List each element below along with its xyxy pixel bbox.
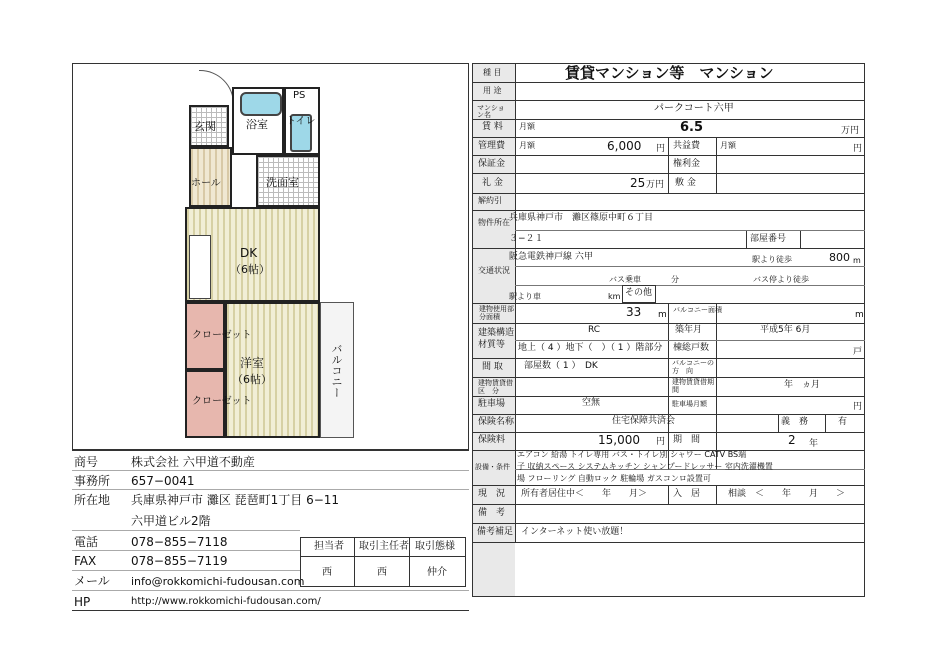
name-value: パークコート六甲 (654, 103, 734, 114)
mgmt-month: 月額 (519, 141, 535, 150)
floors-value: 地上（ 4 ）地下（ ）（ 1 ）階部分 (518, 343, 663, 353)
staff-header-1: 取引主任者 (359, 541, 409, 552)
yoshitsu-size-label: （6帖） (232, 373, 272, 386)
closet-1-label: クローゼット (192, 330, 252, 341)
reikin-unit: 万円 (646, 180, 665, 190)
reikin-value: 25 (630, 176, 646, 190)
duty-value: 有 (838, 417, 848, 427)
term-value: 2 (788, 433, 796, 447)
units-unit: 戸 (853, 347, 863, 357)
mgmt-value: 6,000 (607, 139, 642, 153)
mgmt-label: 管理費 (478, 141, 506, 151)
address-label: 所在地 (74, 493, 111, 507)
tel-label: 電話 (74, 535, 99, 549)
type-value: 賃貸マンション等 マンション (565, 64, 774, 82)
area-unit: m (658, 310, 667, 320)
term-label: 期 間 (673, 435, 701, 445)
ps-label: PS (293, 90, 306, 101)
location-line2: ３−２１ (509, 234, 544, 244)
parking-fee-label: 駐車場月額 (672, 400, 707, 408)
parking-label: 駐車場 (478, 399, 506, 409)
office-label: 事務所 (74, 474, 111, 488)
staff-value-1: 西 (377, 567, 387, 578)
bath-label: 浴室 (246, 118, 268, 131)
term-unit: 年 (809, 439, 819, 449)
other-label: その他 (625, 288, 653, 298)
fax-value: 078−855−7119 (131, 554, 228, 568)
line-value: 阪急電鉄神戸線 六甲 (509, 252, 593, 262)
walk-unit: m (853, 256, 861, 265)
kitchen-counter-icon (189, 235, 211, 299)
supp-label: 備考補足 (477, 527, 514, 537)
balcony-area-label: バルコニー面積 (673, 306, 722, 314)
kenri-label: 権利金 (673, 159, 701, 169)
reikin-label: 礼 金 (482, 178, 503, 188)
yoshitsu-area (225, 302, 320, 438)
status-value: 所有者居住中＜ 年 月＞ (521, 489, 648, 499)
bus-walk: バス停より徒歩 (753, 275, 809, 284)
equip-line1: エアコン 給湯 トイレ専用 バス・トイレ別 シャワー CATV BS端 (517, 450, 747, 459)
equip-line3: 場 フローリング 自動ロック 駐輪場 ガスコンロ設置可 (517, 474, 711, 483)
insurance-name-label: 保険名称 (478, 417, 515, 427)
km-unit: km (608, 292, 621, 301)
mail-value[interactable]: info@rokkomichi-fudousan.com (131, 575, 305, 588)
movein-label: 入 居 (673, 489, 701, 499)
units-label: 棟総戸数 (673, 343, 710, 353)
toilet-label: トイレ (286, 116, 316, 127)
walk-value: 800 (829, 251, 850, 264)
hp-value[interactable]: http://www.rokkomichi-fudousan.com/ (131, 596, 321, 607)
shikikin-label: 敷 金 (675, 178, 696, 188)
address-value: 兵庫県神戸市 灘区 琵琶町1丁目 6−11 (131, 493, 340, 507)
balcony-label: バルコニー (330, 343, 343, 398)
structure-value: RC (588, 325, 601, 335)
bus-min: 分 (671, 275, 679, 284)
genkan-label: 玄関 (194, 120, 216, 133)
insurance-fee-value: 15,000 (598, 433, 640, 447)
common-unit: 円 (853, 144, 863, 154)
built-label: 築年月 (675, 325, 703, 335)
area-value: 33 (626, 305, 642, 319)
supp-value: インターネット使い放題！ (521, 527, 629, 537)
hall-label: ホール (191, 178, 221, 189)
deposit-label: 保証金 (478, 159, 506, 169)
parking-fee-unit: 円 (853, 402, 863, 412)
balcony-area-unit: m (855, 310, 864, 320)
layout-label: 間 取 (482, 362, 503, 372)
common-month: 月額 (720, 141, 736, 150)
rent-month: 月額 (519, 122, 535, 131)
equip-line2: 子 収納スペース システムキッチン シャンプードレッサー 室内洗濯機置 (517, 462, 773, 471)
mgmt-unit: 円 (656, 144, 666, 154)
bathtub-icon (240, 92, 282, 116)
trade-label: 商号 (74, 455, 99, 469)
hp-label: HP (74, 595, 91, 609)
balcony-dir-label: バルコニーの方 向 (672, 359, 714, 376)
structure-label: 建築構造材質等 (478, 328, 515, 350)
transport-label: 交通状況 (478, 266, 510, 275)
staff-header-0: 担当者 (314, 541, 344, 552)
lease-period-label: 建物賃貸借期 間 (672, 378, 721, 395)
trade-value: 株式会社 六甲道不動産 (131, 455, 255, 469)
walk-label: 駅より徒歩 (752, 255, 792, 264)
rent-label: 賃 料 (482, 122, 503, 132)
location-line1: 兵庫県神戸市 灘区篠原中町６丁目 (509, 213, 654, 223)
insurance-fee-unit: 円 (656, 437, 666, 447)
staff-header-2: 取引態様 (415, 541, 455, 552)
equip-label: 設備・条件 (475, 463, 510, 471)
insurance-fee-label: 保険料 (478, 435, 506, 445)
room-no-label: 部屋番号 (750, 234, 787, 244)
built-value: 平成5年 6月 (760, 325, 811, 335)
layout-value: 部屋数（ 1 ） DK (524, 361, 598, 371)
location-label: 物件所在 (478, 218, 510, 227)
hall-area (189, 147, 232, 207)
bus-ride: バス乗車 (609, 275, 641, 284)
staff-value-2: 仲介 (427, 567, 447, 578)
name-label: マンション名 (477, 104, 505, 119)
remarks-label: 備 考 (478, 508, 506, 518)
office-value: 657−0041 (131, 474, 195, 488)
insurance-name-value: 住宅保障共済会 (612, 416, 676, 426)
dk-label: DK (240, 246, 258, 260)
rent-unit: 万円 (841, 126, 860, 136)
movein-value: 相談 ＜ 年 月 ＞ (728, 489, 846, 499)
parking-value: 空無 (582, 398, 601, 408)
lease-period-value: 年 ヵ月 (784, 380, 821, 390)
closet-2-label: クローゼット (192, 396, 252, 407)
use-label: 用 途 (483, 86, 502, 95)
rent-value: 6.5 (680, 120, 704, 135)
dk-size-label: （6帖） (230, 263, 270, 276)
mail-label: メール (74, 574, 110, 588)
status-label: 現 況 (478, 489, 506, 499)
lease-type-label: 建物賃貸借区 分 (478, 379, 513, 396)
common-label: 共益費 (673, 141, 701, 151)
from-station: 駅より車 (509, 292, 541, 301)
type-label: 種 目 (483, 68, 502, 77)
tel-value: 078−855−7118 (131, 535, 228, 549)
staff-value-0: 西 (322, 567, 332, 578)
kaiyaku-label: 解約引 (478, 196, 502, 205)
fax-label: FAX (74, 554, 97, 568)
area-label: 建物使用部分面積 (479, 305, 514, 322)
yoshitsu-label: 洋室 (240, 356, 265, 370)
address-line2: 六甲道ビル2階 (131, 514, 211, 528)
washroom-label: 洗面室 (266, 176, 299, 189)
duty-label: 義 務 (781, 417, 809, 427)
